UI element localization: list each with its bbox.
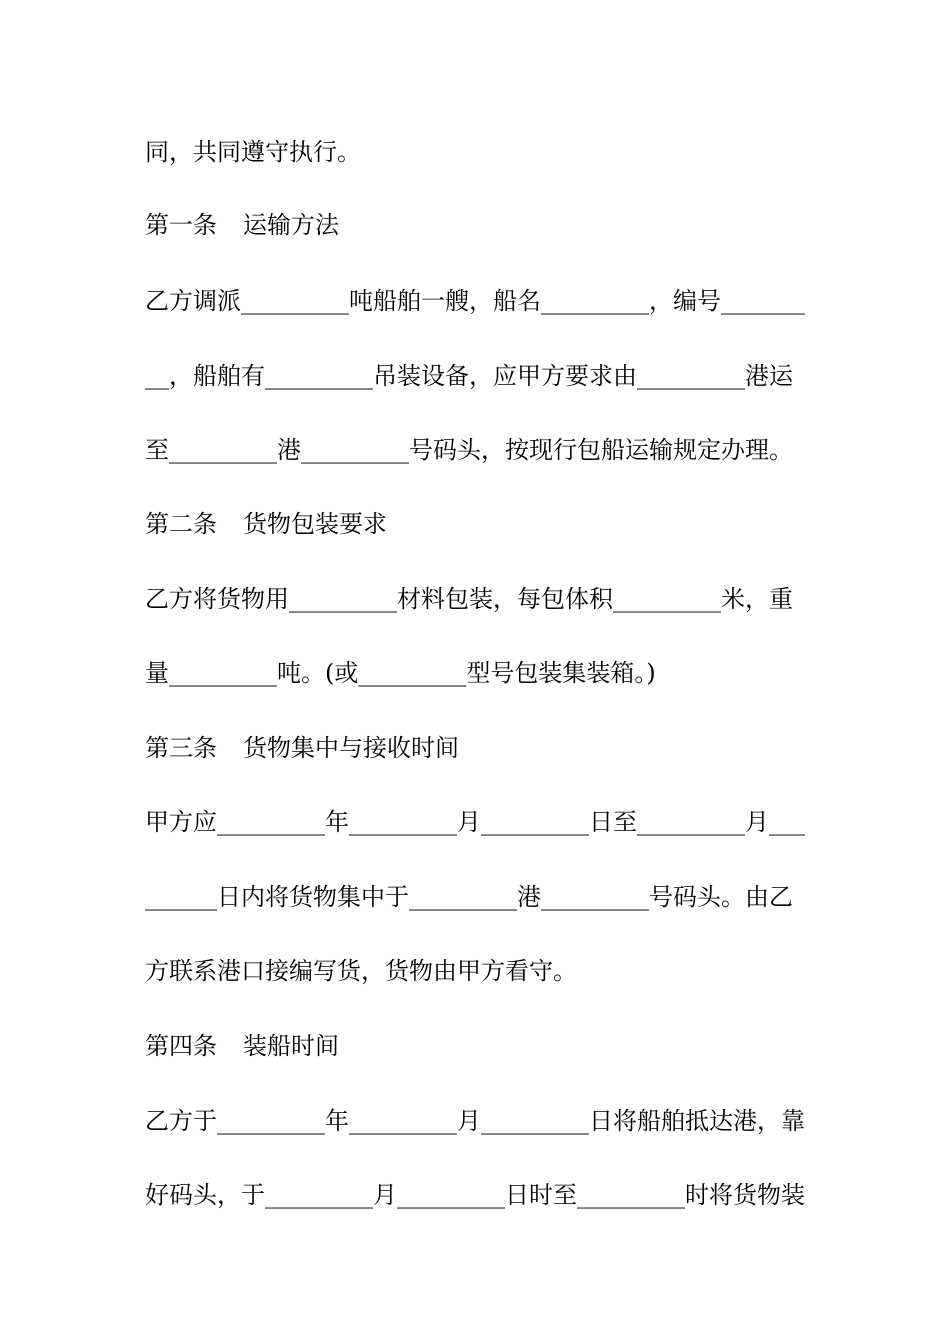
line-text: 方联系港口接编写货，货物由甲方看守。 — [145, 957, 577, 985]
article-number: 第三条 — [145, 734, 217, 762]
article-number: 第四条 — [145, 1032, 217, 1060]
line-text: __，船舶有_________吊装设备，应甲方要求由_________港运 — [145, 362, 793, 390]
article-heading-2 — [145, 509, 387, 539]
article-title: 货物包装要求 — [243, 510, 387, 538]
article-number: 第二条 — [145, 510, 217, 538]
article-title: 装船时间 — [243, 1032, 339, 1060]
line-text: 甲方应_________年_________月_________日至_________月___ — [145, 808, 805, 836]
line-text: 量_________吨。(或_________型号包装集装箱。) — [145, 659, 656, 687]
line-text: ______日内将货物集中于_________港_________号码头。由乙 — [145, 883, 793, 911]
line-text: 乙方调派_________吨船舶一艘，船名_________，编号_______ — [145, 287, 805, 315]
paragraph-line — [145, 584, 793, 614]
article-number: 第一条 — [145, 211, 217, 239]
line-text: 乙方将货物用_________材料包装，每包体积_________米，重 — [145, 585, 793, 613]
article-heading-1 — [145, 210, 339, 240]
line-text: 好码头，于_________月_________日时至_________时将货物装 — [145, 1181, 805, 1209]
paragraph-line — [145, 435, 793, 465]
paragraph-line — [145, 882, 793, 912]
line-text: 同，共同遵守执行。 — [145, 138, 361, 166]
article-heading-3 — [145, 733, 459, 763]
paragraph-line — [145, 361, 793, 391]
article-heading-4 — [145, 1031, 339, 1061]
line-text: 至_________港_________号码头，按现行包船运输规定办理。 — [145, 436, 793, 464]
paragraph-line — [145, 658, 656, 688]
article-title: 运输方法 — [243, 211, 339, 239]
paragraph-line — [145, 137, 361, 167]
line-text: 乙方于_________年_________月_________日将船舶抵达港，靠 — [145, 1107, 805, 1135]
article-title: 货物集中与接收时间 — [243, 734, 459, 762]
paragraph-line — [145, 956, 577, 986]
paragraph-line — [145, 1106, 805, 1136]
paragraph-line — [145, 1180, 805, 1210]
paragraph-line — [145, 286, 805, 316]
paragraph-line — [145, 807, 805, 837]
